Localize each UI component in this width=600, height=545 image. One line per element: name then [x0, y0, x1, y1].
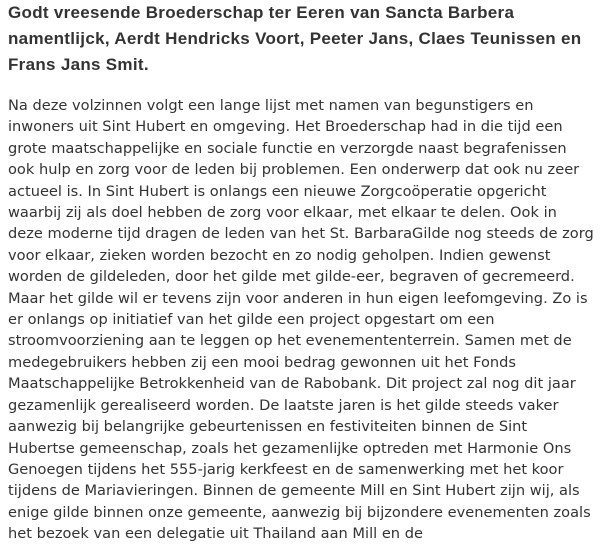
article-heading: Godt vreesende Broederschap ter Eeren van Sancta Barbera namentlijck, Aerdt Hendricks Voort, Peeter Jans, Claes Teunissen en Frans Jans Smit.	[8, 3, 582, 74]
article-paragraph: Maar het gilde wil er tevens zijn voor anderen in hun eigen leefomgeving. Zo is er onlangs op initiatief van het gilde een project opgestart om een stroomvoorziening aan te leggen op het evenemententerrein. Samen met de medegebruikers hebben zij een mooi bedrag gewonnen uit het Fonds Maatschappelijke Betrokkenheid van de Rabobank. Dit project zal nog dit jaar gezamenlijk gerealiseerd worden. De laatste jaren is het gilde steeds vaker aanwezig bij belangrijke gebeurtenissen en festiviteiten binnen de Sint Hubertse gemeenschap, zoals het gezamenlijke optreden met Harmonie Ons Genoegen tijdens het 555-jarig kerkfeest en de samenwerking met het koor tijdens de Mariavieringen. Binnen de gemeente Mill en Sint Hubert zijn wij, als enige gilde binnen onze gemeente, aanwezig bij bijzondere evenementen zoals het bezoek van een delegatie uit Thailand aan Mill en de	[8, 289, 591, 543]
article-body	[8, 0, 596, 545]
article-paragraph: Na deze volzinnen volgt een lange lijst met namen van begunstigers en inwoners uit Sint Hubert en omgeving. Het Broederschap had in die tijd een grote maatschappelijke en sociale functie en verzorgde naast begrafenissen ook hulp en zorg voor de leden bij problemen. Een onderwerp dat ook nu zeer actueel is. In Sint Hubert is onlangs een nieuwe Zorgcoöperatie opgericht waarbij zij als doel hebben de zorg voor elkaar, met elkaar te delen. Ook in deze moderne tijd dragen de leden van het St. BarbaraGilde nog steeds de zorg voor elkaar, zieken worden bezocht en zo nodig geholpen. Indien gewenst worden de gildeleden, door het gilde met gilde-eer, begraven of gecremeerd.	[8, 97, 594, 286]
